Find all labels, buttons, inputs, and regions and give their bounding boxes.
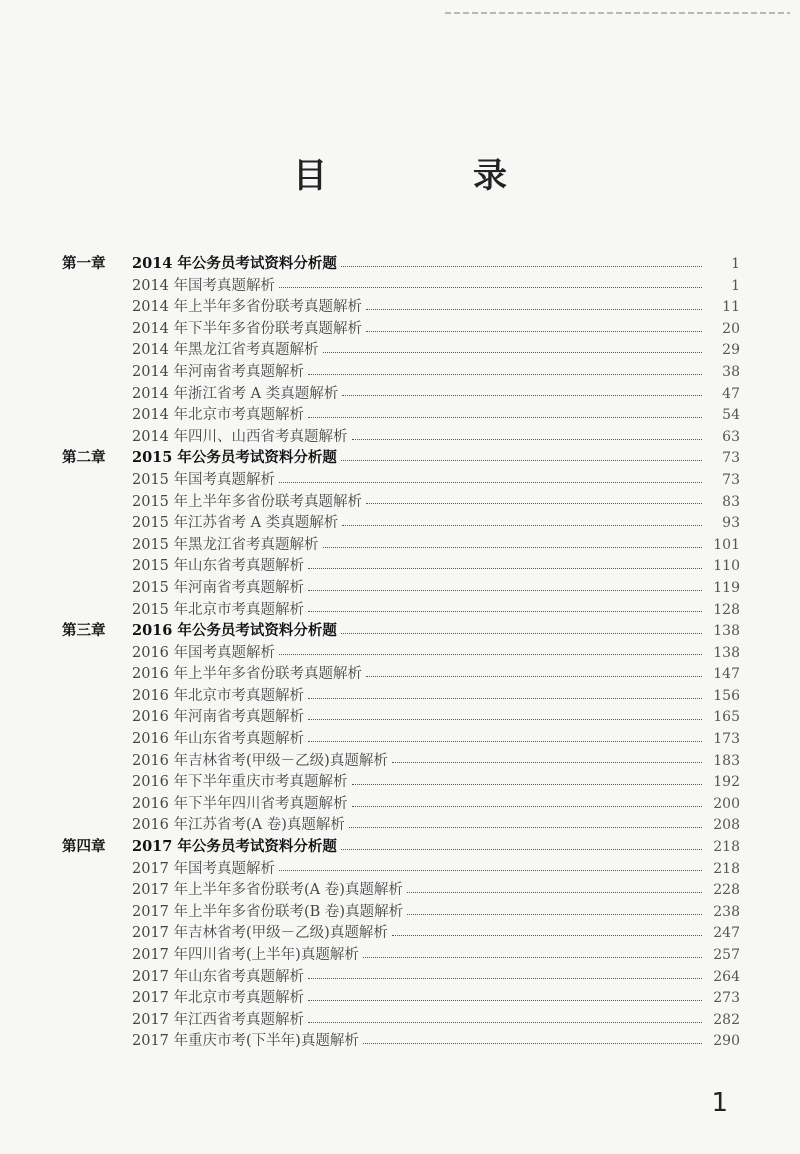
dot-leader (308, 373, 702, 375)
dot-leader (308, 589, 702, 591)
toc-chapter-row[interactable] (62, 619, 740, 641)
dot-leader (279, 653, 702, 655)
dot-leader (363, 956, 702, 958)
toc-entry-row[interactable] (62, 770, 740, 792)
entry-title: 2016 年上半年多省份联考真题解析 (132, 666, 363, 683)
toc-entry-row[interactable] (62, 403, 740, 425)
entry-title: 2016 年吉林省考(甲级－乙级)真题解析 (132, 752, 388, 769)
entry-title: 2015 年山东省考真题解析 (132, 558, 305, 575)
dot-leader (308, 999, 702, 1001)
dot-leader (308, 610, 702, 612)
entry-title: 2014 年上半年多省份联考真题解析 (132, 299, 363, 316)
entry-title: 2014 年国考真题解析 (132, 277, 276, 294)
dot-leader (279, 869, 702, 871)
dot-leader (341, 265, 702, 267)
entry-title: 2015 年上半年多省份联考真题解析 (132, 493, 363, 510)
toc-entry-row[interactable] (62, 1008, 740, 1030)
page-ref: 290 (713, 1033, 740, 1050)
chapter-label: 第三章 (62, 622, 106, 640)
entry-title: 2016 年北京市考真题解析 (132, 687, 305, 704)
toc-entry-row[interactable] (62, 792, 740, 814)
dot-leader (341, 459, 702, 461)
dot-leader (352, 783, 702, 785)
toc-entry-row[interactable] (62, 965, 740, 987)
toc-entry-row[interactable] (62, 986, 740, 1008)
entry-title: 2014 年北京市考真题解析 (132, 407, 305, 424)
toc-entry-row[interactable] (62, 317, 740, 339)
page-ref: 119 (713, 579, 740, 596)
entry-title: 2014 年下半年多省份联考真题解析 (132, 320, 363, 337)
dot-leader (308, 740, 702, 742)
entry-title: 2016 年国考真题解析 (132, 644, 276, 661)
toc-chapter-row[interactable] (62, 252, 740, 274)
page-ref: 20 (722, 320, 740, 337)
chapter-title: 2015 年公务员考试资料分析题 (132, 449, 337, 467)
page-ref: 183 (713, 752, 740, 769)
page-ref: 264 (713, 968, 740, 985)
toc-entry-row[interactable] (62, 727, 740, 749)
entry-title: 2017 年山东省考真题解析 (132, 968, 305, 985)
dot-leader (342, 394, 702, 396)
page-ref: 47 (722, 385, 740, 402)
chapter-label: 第一章 (62, 255, 106, 272)
dot-leader (279, 481, 702, 483)
toc-entry-row[interactable] (62, 554, 740, 576)
page-ref: 1 (731, 277, 740, 294)
toc-entry-row[interactable] (62, 382, 740, 404)
page-ref: 257 (713, 947, 740, 963)
dot-leader (279, 286, 702, 288)
page-ref: 73 (722, 471, 740, 488)
entry-title: 2017 年重庆市考(下半年)真题解析 (132, 1033, 359, 1050)
toc-entry-row[interactable] (62, 295, 740, 317)
page-ref: 173 (713, 731, 740, 748)
dot-leader (392, 934, 702, 936)
entry-title: 2016 年下半年四川省考真题解析 (132, 795, 348, 812)
toc-entry-row[interactable] (62, 360, 740, 382)
toc-entry-row[interactable] (62, 511, 740, 533)
page-ref: 83 (722, 493, 740, 510)
entry-title: 2017 年上半年多省份联考(B 卷)真题解析 (132, 903, 404, 920)
page-ref: 128 (713, 601, 740, 618)
dot-leader (352, 805, 702, 807)
entry-title: 2017 年国考真题解析 (132, 860, 276, 877)
dot-leader (392, 761, 702, 763)
toc-entry-row[interactable] (62, 878, 740, 900)
dot-leader (366, 330, 702, 332)
page-title: 目 录 (293, 156, 563, 196)
entry-title: 2014 年浙江省考 A 类真题解析 (132, 385, 339, 402)
dot-leader (308, 977, 702, 979)
chapter-label: 第二章 (62, 449, 106, 467)
page-ref: 218 (713, 860, 740, 877)
entry-title: 2014 年黑龙江省考真题解析 (132, 342, 319, 359)
dot-leader (323, 546, 702, 548)
entry-title: 2016 年下半年重庆市考真题解析 (132, 774, 348, 791)
page-ref: 192 (713, 774, 740, 791)
page-ref: 101 (713, 536, 740, 553)
dot-leader (341, 632, 702, 634)
page-ref: 228 (713, 882, 740, 899)
toc-entry-row[interactable] (62, 900, 740, 922)
toc-entry-row[interactable] (62, 533, 740, 555)
page-ref: 73 (722, 450, 740, 467)
entry-title: 2014 年河南省考真题解析 (132, 363, 305, 380)
page-ref: 11 (722, 299, 740, 316)
entry-title: 2017 年吉林省考(甲级－乙级)真题解析 (132, 925, 388, 942)
dot-leader (308, 1021, 702, 1023)
toc-entry-row[interactable] (62, 921, 740, 943)
page-ref: 29 (722, 342, 740, 359)
toc-entry-row[interactable] (62, 598, 740, 620)
dot-leader (342, 524, 702, 526)
page-ref: 273 (713, 990, 740, 1007)
page-ref: 147 (713, 666, 740, 683)
entry-title: 2017 年江西省考真题解析 (132, 1011, 305, 1028)
entry-title: 2017 年四川省考(上半年)真题解析 (132, 947, 359, 963)
entry-title: 2016 年河南省考真题解析 (132, 709, 305, 726)
dot-leader (308, 567, 702, 569)
entry-title: 2015 年河南省考真题解析 (132, 579, 305, 596)
page-ref: 200 (713, 795, 740, 812)
dot-leader (363, 1042, 702, 1044)
dot-leader (407, 891, 702, 893)
dot-leader (308, 718, 702, 720)
page-ref: 156 (713, 687, 740, 704)
dot-leader (323, 351, 702, 353)
dot-leader (366, 502, 702, 504)
top-dotted-rule (445, 12, 790, 14)
page-ref: 110 (713, 558, 740, 575)
dot-leader (349, 826, 702, 828)
page-ref: 282 (713, 1011, 740, 1028)
toc-entry-row[interactable] (62, 662, 740, 684)
page-ref: 1 (731, 256, 740, 272)
entry-title: 2015 年黑龙江省考真题解析 (132, 536, 319, 553)
toc-entry-row[interactable] (62, 749, 740, 771)
dot-leader (308, 697, 702, 699)
toc-entry-row[interactable] (62, 857, 740, 879)
page-ref: 138 (713, 644, 740, 661)
toc-entry-row[interactable] (62, 813, 740, 835)
chapter-title: 2017 年公务员考试资料分析题 (132, 838, 337, 856)
page-ref: 208 (713, 817, 740, 834)
page-ref: 38 (722, 363, 740, 380)
toc-entry-row[interactable] (62, 425, 740, 447)
page-ref: 93 (722, 515, 740, 532)
toc-entry-row[interactable] (62, 576, 740, 598)
entry-title: 2015 年国考真题解析 (132, 471, 276, 488)
page-ref: 247 (713, 925, 740, 942)
entry-title: 2015 年江苏省考 A 类真题解析 (132, 515, 339, 532)
entry-title: 2015 年北京市考真题解析 (132, 601, 305, 618)
toc-chapter-row[interactable] (62, 835, 740, 857)
dot-leader (366, 308, 702, 310)
page-ref: 54 (722, 407, 740, 424)
dot-leader (341, 848, 702, 850)
entry-title: 2014 年四川、山西省考真题解析 (132, 428, 348, 445)
page-ref: 238 (713, 903, 740, 920)
toc-entry-row[interactable] (62, 705, 740, 727)
page-ref: 138 (713, 623, 740, 640)
toc-chapter-row[interactable] (62, 446, 740, 468)
entry-title: 2017 年北京市考真题解析 (132, 990, 305, 1007)
toc-entry-row[interactable] (62, 468, 740, 490)
toc-entry-row[interactable] (62, 1029, 740, 1051)
dot-leader (407, 913, 702, 915)
toc-entry-row[interactable] (62, 641, 740, 663)
table-of-contents (62, 252, 740, 1051)
entry-title: 2016 年山东省考真题解析 (132, 731, 305, 748)
chapter-title: 2014 年公务员考试资料分析题 (132, 255, 337, 272)
dot-leader (352, 438, 702, 440)
toc-entry-row[interactable] (62, 684, 740, 706)
page-number: 1 (711, 1088, 728, 1118)
toc-entry-row[interactable] (62, 943, 740, 965)
entry-title: 2016 年江苏省考(A 卷)真题解析 (132, 817, 345, 834)
dot-leader (366, 675, 702, 677)
toc-entry-row[interactable] (62, 338, 740, 360)
chapter-title: 2016 年公务员考试资料分析题 (132, 622, 337, 640)
page-ref: 63 (722, 428, 740, 445)
page-ref: 218 (713, 839, 740, 856)
chapter-label: 第四章 (62, 838, 106, 856)
toc-entry-row[interactable] (62, 490, 740, 512)
dot-leader (308, 416, 702, 418)
entry-title: 2017 年上半年多省份联考(A 卷)真题解析 (132, 882, 403, 899)
page-ref: 165 (713, 709, 740, 726)
toc-entry-row[interactable] (62, 274, 740, 296)
